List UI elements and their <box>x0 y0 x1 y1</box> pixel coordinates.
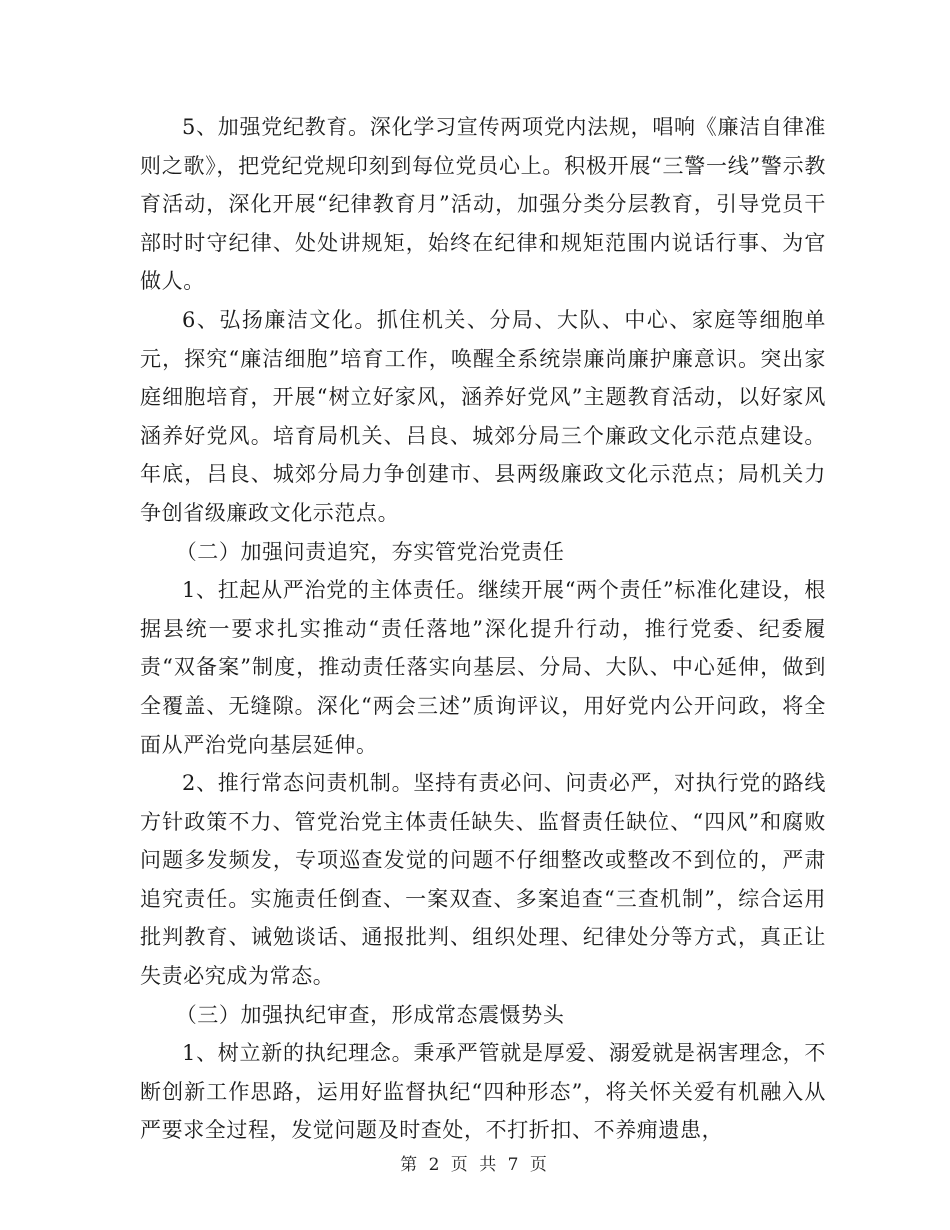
paragraph-strengthen-party-discipline: 5、加强党纪教育。深化学习宣传两项党内法规，唱响《廉洁自律准则之歌》，把党纪党规印刻到每位党员心上。积极开展“三警一线”警示教育活动，深化开展“纪律教育月”活动，加强分类分层教育，引导党员干部时时守纪律、处处讲规矩，始终在纪律和规矩范围内说话行事、为官做人。 <box>140 115 826 294</box>
paragraph-main-responsibility: 1、扛起从严治党的主体责任。继续开展“两个责任”标准化建设，根据县统一要求扎实推动“责任落地”深化提升行动，推行党委、纪委履责“双备案”制度，推动责任落实向基层、分局、大队、中心延伸，做到全覆盖、无缝隙。深化“两会三述”质询评议，用好党内公开问政，将全面从严治党向基层延伸。 <box>140 578 826 757</box>
document-body <box>140 108 826 1150</box>
page-number-footer: 第 2 页 共 7 页 <box>400 1155 550 1175</box>
section-heading-discipline-review: （三）加强执纪审查，形成常态震慑势头 <box>175 1002 565 1027</box>
paragraph-accountability-mechanism: 2、推行常态问责机制。坚持有责必问、问责必严，对执行党的路线方针政策不力、管党治党主体责任缺失、监督责任缺位、“四风”和腐败问题多发频发，专项巡查发觉的问题不仔细整改或整改不到位的，严肃追究责任。实施责任倒查、一案双查、多案追查“三查机制”，综合运用批判教育、诫勉谈话、通报批判、组织处理、纪律处分等方式，真正让失责必究成为常态。 <box>140 771 826 989</box>
paragraph-new-discipline-concept: 1、树立新的执纪理念。秉承严管就是厚爱、溺爱就是祸害理念，不断创新工作思路，运用好监督执纪“四种形态”，将关怀关爱有机融入从严要求全过程，发觉问题及时查处，不打折扣、不养痈遗患， <box>140 1041 826 1143</box>
section-heading-accountability: （二）加强问责追究，夯实管党治党责任 <box>175 539 565 564</box>
paragraph-promote-clean-culture: 6、弘扬廉洁文化。抓住机关、分局、大队、中心、家庭等细胞单元，探究“廉洁细胞”培育工作，唤醒全系统崇廉尚廉护廉意识。突出家庭细胞培育，开展“树立好家风，涵养好党风”主题教育活动，以好家风涵养好党风。培育局机关、吕良、城郊分局三个廉政文化示范点建设。年底，吕良、城郊分局力争创建市、县两级廉政文化示范点；局机关力争创省级廉政文化示范点。 <box>140 307 826 525</box>
